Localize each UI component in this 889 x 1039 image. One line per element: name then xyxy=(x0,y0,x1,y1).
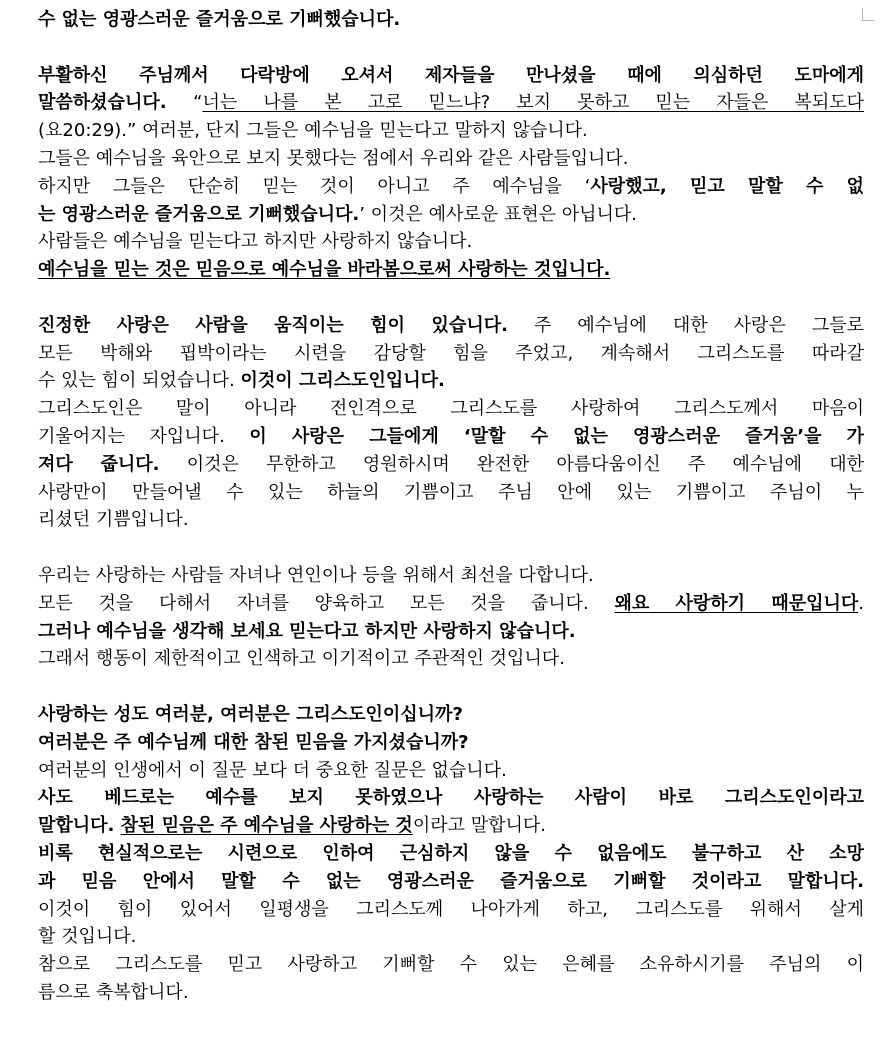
text-line xyxy=(38,340,864,368)
bold-text: 부활하신 주님께서 다락방에 오셔서 제자들을 만나셨을 때에 의심하던 도마에게 xyxy=(38,64,864,86)
text-run: 하지만 그들은 단순히 믿는 것이 아니고 주 예수님을 ‘ xyxy=(38,175,591,197)
text-line xyxy=(38,868,864,896)
text-line xyxy=(38,173,864,201)
text-run: . xyxy=(858,592,864,614)
bold-text: 수 없는 영광스러운 즐거움으로 기뻐했습니다. xyxy=(38,9,401,30)
text-line xyxy=(38,312,864,340)
paragraph xyxy=(38,62,864,284)
paragraph xyxy=(38,562,864,673)
bold-text: 이 사랑은 그들에게 ‘말할 수 없는 영광스러운 즐거움’을 가 xyxy=(249,425,864,447)
text-run: 사랑만이 만들어낼 수 있는 하늘의 기쁨이고 주님 안에 있는 기쁨이고 주님이 누 xyxy=(38,481,864,503)
bold-text: 말합니다. xyxy=(38,815,121,837)
text-run: ’ 이것은 예사로운 표현은 아닙니다. xyxy=(359,203,637,225)
text-line xyxy=(38,757,864,785)
text-line xyxy=(38,618,864,646)
text-run: 그래서 행동이 제한적이고 인색하고 이기적이고 주관적인 것입니다. xyxy=(38,648,565,670)
text-line xyxy=(38,395,864,423)
text-line xyxy=(38,256,864,284)
text-run: (요20:29).” 여러분, 단지 그들은 예수님을 믿는다고 말하지 않습니다. xyxy=(38,120,588,142)
text-run: 리셨던 기쁨입니다. xyxy=(38,509,189,531)
text-line xyxy=(38,506,864,534)
text-run: 모든 박해와 핍박이라는 시련을 감당할 힘을 주었고, 계속해서 그리스도를 따라갈 xyxy=(38,342,864,364)
text-line xyxy=(38,145,864,173)
underlined-text: 참된 믿음은 주 예수님을 사랑하는 것 xyxy=(120,815,413,837)
text-run: 이것은 무한하고 영원하시며 완전한 아름다움이신 주 예수님에 대한 xyxy=(159,453,864,475)
text-run: 참으로 그리스도를 믿고 사랑하고 기뻐할 수 있는 은혜를 소유하시기를 주님의 이 xyxy=(38,954,864,976)
underlined-text: 왜요 사랑하기 때문입니다 xyxy=(614,592,859,614)
text-line xyxy=(38,701,864,729)
paragraph xyxy=(38,312,864,534)
text-line xyxy=(38,117,864,145)
bold-text: 사도 베드로는 예수를 보지 못하였으나 사랑하는 사람이 바로 그리스도인이라고 xyxy=(38,787,864,809)
text-run: 여러분의 인생에서 이 질문 보다 더 중요한 질문은 없습니다. xyxy=(38,759,507,781)
bold-text: 이것이 그리스도인입니다. xyxy=(240,370,445,392)
document-page xyxy=(38,6,864,1007)
text-line xyxy=(38,423,864,451)
text-line xyxy=(38,840,864,868)
text-line xyxy=(38,979,864,1007)
text-line xyxy=(38,812,864,840)
bold-text: 비록 현실적으로는 시련으로 인하여 근심하지 않을 수 없음에도 불구하고 산 소망 xyxy=(38,842,864,864)
text-line xyxy=(38,228,864,256)
paragraph-spacer xyxy=(38,34,864,62)
text-run: 사람들은 예수님을 믿는다고 하지만 사랑하지 않습니다. xyxy=(38,231,473,253)
bold-text: 그러나 예수님을 생각해 보세요 믿는다고 하지만 사랑하지 않습니다. xyxy=(38,620,576,642)
text-line xyxy=(38,896,864,924)
paragraph-spacer xyxy=(38,673,864,701)
text-line xyxy=(38,590,864,618)
paragraph xyxy=(38,701,864,1007)
text-run: 수 있는 힘이 되었습니다. xyxy=(38,370,241,392)
bold-text: 말씀하셨습니다. xyxy=(38,92,194,114)
bold-text: 사랑했고, 믿고 말할 수 없 xyxy=(590,175,864,197)
text-line xyxy=(38,479,864,507)
bold-text: 는 영광스러운 즐거움으로 기뻐했습니다. xyxy=(38,203,360,225)
text-line xyxy=(38,923,864,951)
text-line xyxy=(38,367,864,395)
text-run: 이라고 말합니다. xyxy=(412,815,546,837)
bold-text: 진정한 사랑은 사람을 움직이는 힘이 있습니다. xyxy=(38,314,508,336)
bold-text: 과 믿음 안에서 말할 수 없는 영광스러운 즐거움으로 기뻐할 것이라고 말합니다. xyxy=(38,870,864,892)
text-run: 기울어지는 자입니다. xyxy=(38,425,250,447)
bold-text: 져다 줍니다. xyxy=(38,453,160,475)
text-line xyxy=(38,62,864,90)
text-line xyxy=(38,562,864,590)
text-line xyxy=(38,201,864,229)
text-run: 우리는 사랑하는 사람들 자녀나 연인이나 등을 위해서 최선을 다합니다. xyxy=(38,564,594,586)
text-run: “ xyxy=(193,92,203,114)
text-run: 주 예수님에 대한 사랑은 그들로 xyxy=(507,314,864,336)
paragraph xyxy=(38,6,864,34)
text-line xyxy=(38,451,864,479)
text-run: 름으로 축복합니다. xyxy=(38,981,189,1003)
text-line xyxy=(38,951,864,979)
underlined-text: 예수님을 믿는 것은 믿음으로 예수님을 바라봄으로써 사랑하는 것입니다. xyxy=(38,259,611,281)
text-run: 그들은 예수님을 육안으로 보지 못했다는 점에서 우리와 같은 사람들입니다. xyxy=(38,147,629,169)
text-line xyxy=(38,645,864,673)
bold-text: 여러분은 주 예수님께 대한 참된 믿음을 가지셨습니까? xyxy=(38,731,469,753)
paragraph-spacer xyxy=(38,284,864,312)
text-line xyxy=(38,6,864,34)
bold-text: 사랑하는 성도 여러분, 여러분은 그리스도인이십니까? xyxy=(38,703,463,725)
text-line xyxy=(38,784,864,812)
text-run: 그리스도인은 말이 아니라 전인격으로 그리스도를 사랑하여 그리스도께서 마음이 xyxy=(38,398,864,420)
underlined-text: 너는 나를 본 고로 믿느냐? 보지 못하고 믿는 자들은 복되도다 xyxy=(202,92,864,114)
text-run: 할 것입니다. xyxy=(38,926,137,948)
paragraph-spacer xyxy=(38,534,864,562)
text-line xyxy=(38,89,864,117)
text-run: 모든 것을 다해서 자녀를 양육하고 모든 것을 줍니다. xyxy=(38,592,615,614)
text-run: 이것이 힘이 있어서 일평생을 그리스도께 나아가게 하고, 그리스도를 위해서 살게 xyxy=(38,898,864,920)
text-line xyxy=(38,729,864,757)
